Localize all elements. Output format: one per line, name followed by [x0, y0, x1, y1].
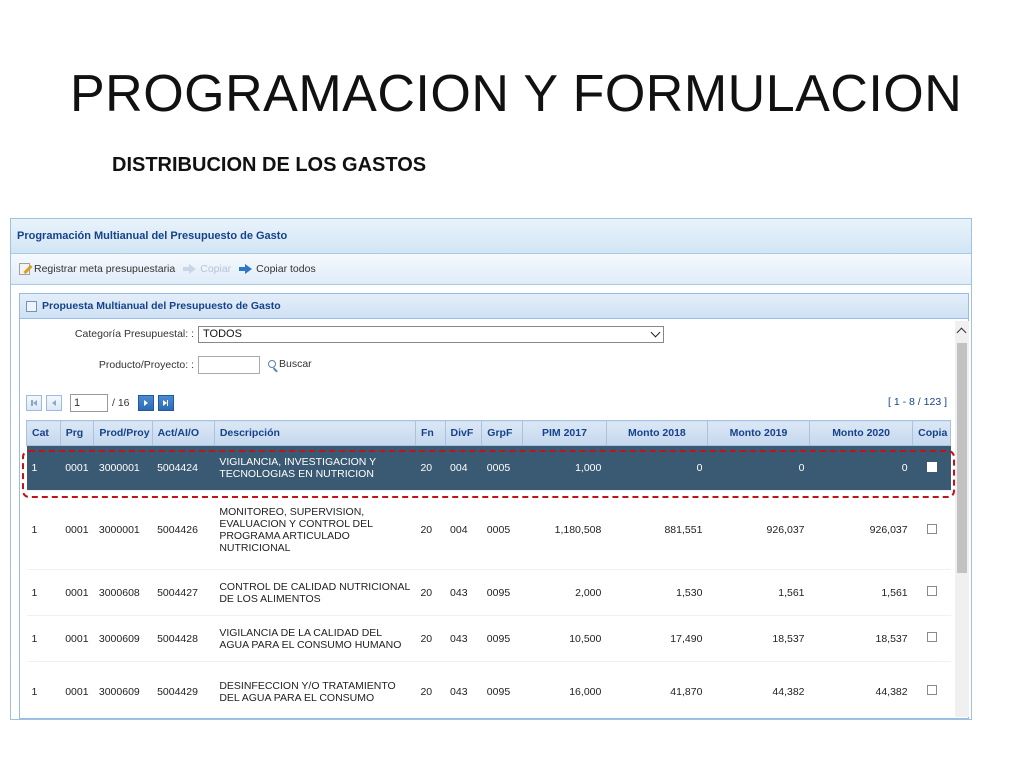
cell-copia	[913, 446, 951, 491]
category-row	[26, 326, 726, 344]
page-total: / 16	[112, 397, 130, 409]
product-label: Producto/Proyecto: :	[98, 359, 194, 371]
table-row[interactable]	[27, 570, 951, 616]
cell-m2019: 1,561	[707, 570, 809, 616]
vertical-scrollbar[interactable]	[955, 321, 969, 717]
copy-checkbox[interactable]	[927, 586, 937, 596]
category-select[interactable]	[198, 326, 664, 343]
cell-m2018: 41,870	[606, 662, 707, 721]
table-row[interactable]	[27, 446, 951, 491]
table-row[interactable]	[27, 616, 951, 662]
cell-prg: 0001	[60, 570, 94, 616]
search-icon	[268, 360, 276, 368]
panel-icon	[26, 301, 37, 312]
copy-checkbox[interactable]	[927, 632, 937, 642]
cell-cat: 1	[27, 491, 61, 570]
product-row	[26, 356, 726, 376]
cell-pim: 1,000	[523, 446, 607, 491]
cell-act: 5004429	[152, 662, 214, 721]
cell-fn: 20	[415, 446, 445, 491]
cell-m2019: 926,037	[707, 491, 809, 570]
col-fn[interactable]: Fn	[415, 421, 445, 446]
category-value: TODOS	[203, 328, 242, 340]
col-cat[interactable]: Cat	[27, 421, 61, 446]
cell-act: 5004428	[152, 616, 214, 662]
cell-divf: 004	[445, 491, 482, 570]
cell-desc: VIGILANCIA, INVESTIGACION Y TECNOLOGIAS EN NUTRICION	[214, 446, 415, 491]
table-row[interactable]	[27, 662, 951, 721]
cell-m2018: 0	[606, 446, 707, 491]
cell-copia	[913, 570, 951, 616]
col-divf[interactable]: DivF	[445, 421, 482, 446]
next-page-icon	[144, 400, 148, 406]
cell-m2018: 881,551	[606, 491, 707, 570]
cell-divf: 043	[445, 616, 482, 662]
grid-header-row	[27, 421, 951, 446]
pager	[26, 390, 951, 416]
cell-prod: 3000001	[94, 491, 152, 570]
cell-copia	[913, 662, 951, 721]
cell-prg: 0001	[60, 662, 94, 721]
col-prod[interactable]: Prod/Proy	[94, 421, 152, 446]
cell-divf: 004	[445, 446, 482, 491]
cell-m2020: 926,037	[810, 491, 913, 570]
cell-m2018: 17,490	[606, 616, 707, 662]
cell-prod: 3000609	[94, 616, 152, 662]
copy-checkbox[interactable]	[927, 462, 937, 472]
product-input[interactable]	[198, 356, 260, 374]
category-label: Categoría Presupuestal: :	[74, 328, 194, 340]
col-act[interactable]: Act/AI/O	[152, 421, 214, 446]
cell-m2020: 44,382	[810, 662, 913, 721]
cell-pim: 16,000	[523, 662, 607, 721]
cell-prod: 3000608	[94, 570, 152, 616]
cell-m2018: 1,530	[606, 570, 707, 616]
arrow-right-icon	[189, 264, 196, 274]
scroll-up-icon[interactable]	[957, 328, 967, 338]
col-desc[interactable]: Descripción	[214, 421, 415, 446]
cell-grpf: 0095	[482, 616, 523, 662]
cell-copia	[913, 491, 951, 570]
cell-grpf: 0005	[482, 446, 523, 491]
col-m2018[interactable]: Monto 2018	[606, 421, 707, 446]
cell-m2019: 18,537	[707, 616, 809, 662]
chevron-down-icon	[651, 328, 661, 338]
cell-desc: MONITOREO, SUPERVISION, EVALUACION Y CONTROL DEL PROGRAMA ARTICULADO NUTRICIONAL	[214, 491, 415, 570]
slide-subtitle: DISTRIBUCION DE LOS GASTOS	[112, 154, 427, 176]
prev-page-icon	[52, 400, 56, 406]
copy-checkbox[interactable]	[927, 685, 937, 695]
col-grpf[interactable]: GrpF	[482, 421, 523, 446]
first-page-button[interactable]	[26, 395, 42, 411]
cell-grpf: 0095	[482, 570, 523, 616]
cell-desc: VIGILANCIA DE LA CALIDAD DEL AGUA PARA EL CONSUMO HUMANO	[214, 616, 415, 662]
col-m2019[interactable]: Monto 2019	[707, 421, 809, 446]
page-number-input[interactable]: 1	[70, 394, 108, 412]
app-window	[10, 218, 972, 720]
budget-grid	[26, 420, 951, 720]
cell-pim: 2,000	[523, 570, 607, 616]
panel-title: Propuesta Multianual del Presupuesto de Gasto	[42, 300, 281, 312]
cell-prod: 3000609	[94, 662, 152, 721]
cell-prg: 0001	[60, 616, 94, 662]
page-info: [ 1 - 8 / 123 ]	[888, 396, 947, 408]
cell-divf: 043	[445, 570, 482, 616]
cell-divf: 043	[445, 662, 482, 721]
search-label: Buscar	[279, 358, 312, 370]
cell-cat: 1	[27, 446, 61, 491]
cell-fn: 20	[415, 616, 445, 662]
register-meta-button[interactable]	[19, 263, 175, 275]
budget-panel	[19, 293, 969, 719]
cell-grpf: 0095	[482, 662, 523, 721]
cell-grpf: 0005	[482, 491, 523, 570]
cell-copia	[913, 616, 951, 662]
col-copia[interactable]: Copia	[913, 421, 951, 446]
app-header: Programación Multianual del Presupuesto de Gasto	[11, 219, 971, 254]
col-prg[interactable]: Prg	[60, 421, 94, 446]
col-pim[interactable]: PIM 2017	[523, 421, 607, 446]
search-button[interactable]	[268, 358, 312, 370]
cell-prod: 3000001	[94, 446, 152, 491]
copy-button[interactable]	[185, 263, 231, 275]
cell-m2020: 18,537	[810, 616, 913, 662]
cell-m2019: 0	[707, 446, 809, 491]
copy-label: Copiar	[200, 263, 232, 275]
cell-prg: 0001	[60, 491, 94, 570]
filter-area	[26, 324, 951, 388]
copy-all-button[interactable]	[241, 263, 316, 275]
register-meta-label: Registrar meta presupuestaria	[34, 263, 176, 275]
cell-m2020: 1,561	[810, 570, 913, 616]
cell-act: 5004427	[152, 570, 214, 616]
cell-cat: 1	[27, 570, 61, 616]
cell-act: 5004424	[152, 446, 214, 491]
next-page-button[interactable]	[138, 395, 154, 411]
copy-checkbox[interactable]	[927, 524, 937, 534]
cell-pim: 10,500	[523, 616, 607, 662]
cell-cat: 1	[27, 662, 61, 721]
cell-prg: 0001	[60, 446, 94, 491]
edit-icon	[19, 263, 30, 275]
cell-cat: 1	[27, 616, 61, 662]
cell-m2019: 44,382	[707, 662, 809, 721]
col-m2020[interactable]: Monto 2020	[810, 421, 913, 446]
cell-fn: 20	[415, 570, 445, 616]
last-page-button[interactable]	[158, 395, 174, 411]
slide-title: PROGRAMACION Y FORMULACION	[70, 65, 963, 123]
arrow-right-icon	[245, 264, 252, 274]
cell-fn: 20	[415, 662, 445, 721]
cell-m2020: 0	[810, 446, 913, 491]
copy-all-label: Copiar todos	[256, 263, 316, 275]
scroll-thumb[interactable]	[957, 343, 967, 573]
cell-fn: 20	[415, 491, 445, 570]
cell-pim: 1,180,508	[523, 491, 607, 570]
table-row[interactable]	[27, 491, 951, 570]
cell-desc: DESINFECCION Y/O TRATAMIENTO DEL AGUA PARA EL CONSUMO	[214, 662, 415, 721]
cell-act: 5004426	[152, 491, 214, 570]
panel-header	[20, 294, 968, 319]
toolbar	[11, 254, 971, 285]
cell-desc: CONTROL DE CALIDAD NUTRICIONAL DE LOS ALIMENTOS	[214, 570, 415, 616]
prev-page-button[interactable]	[46, 395, 62, 411]
